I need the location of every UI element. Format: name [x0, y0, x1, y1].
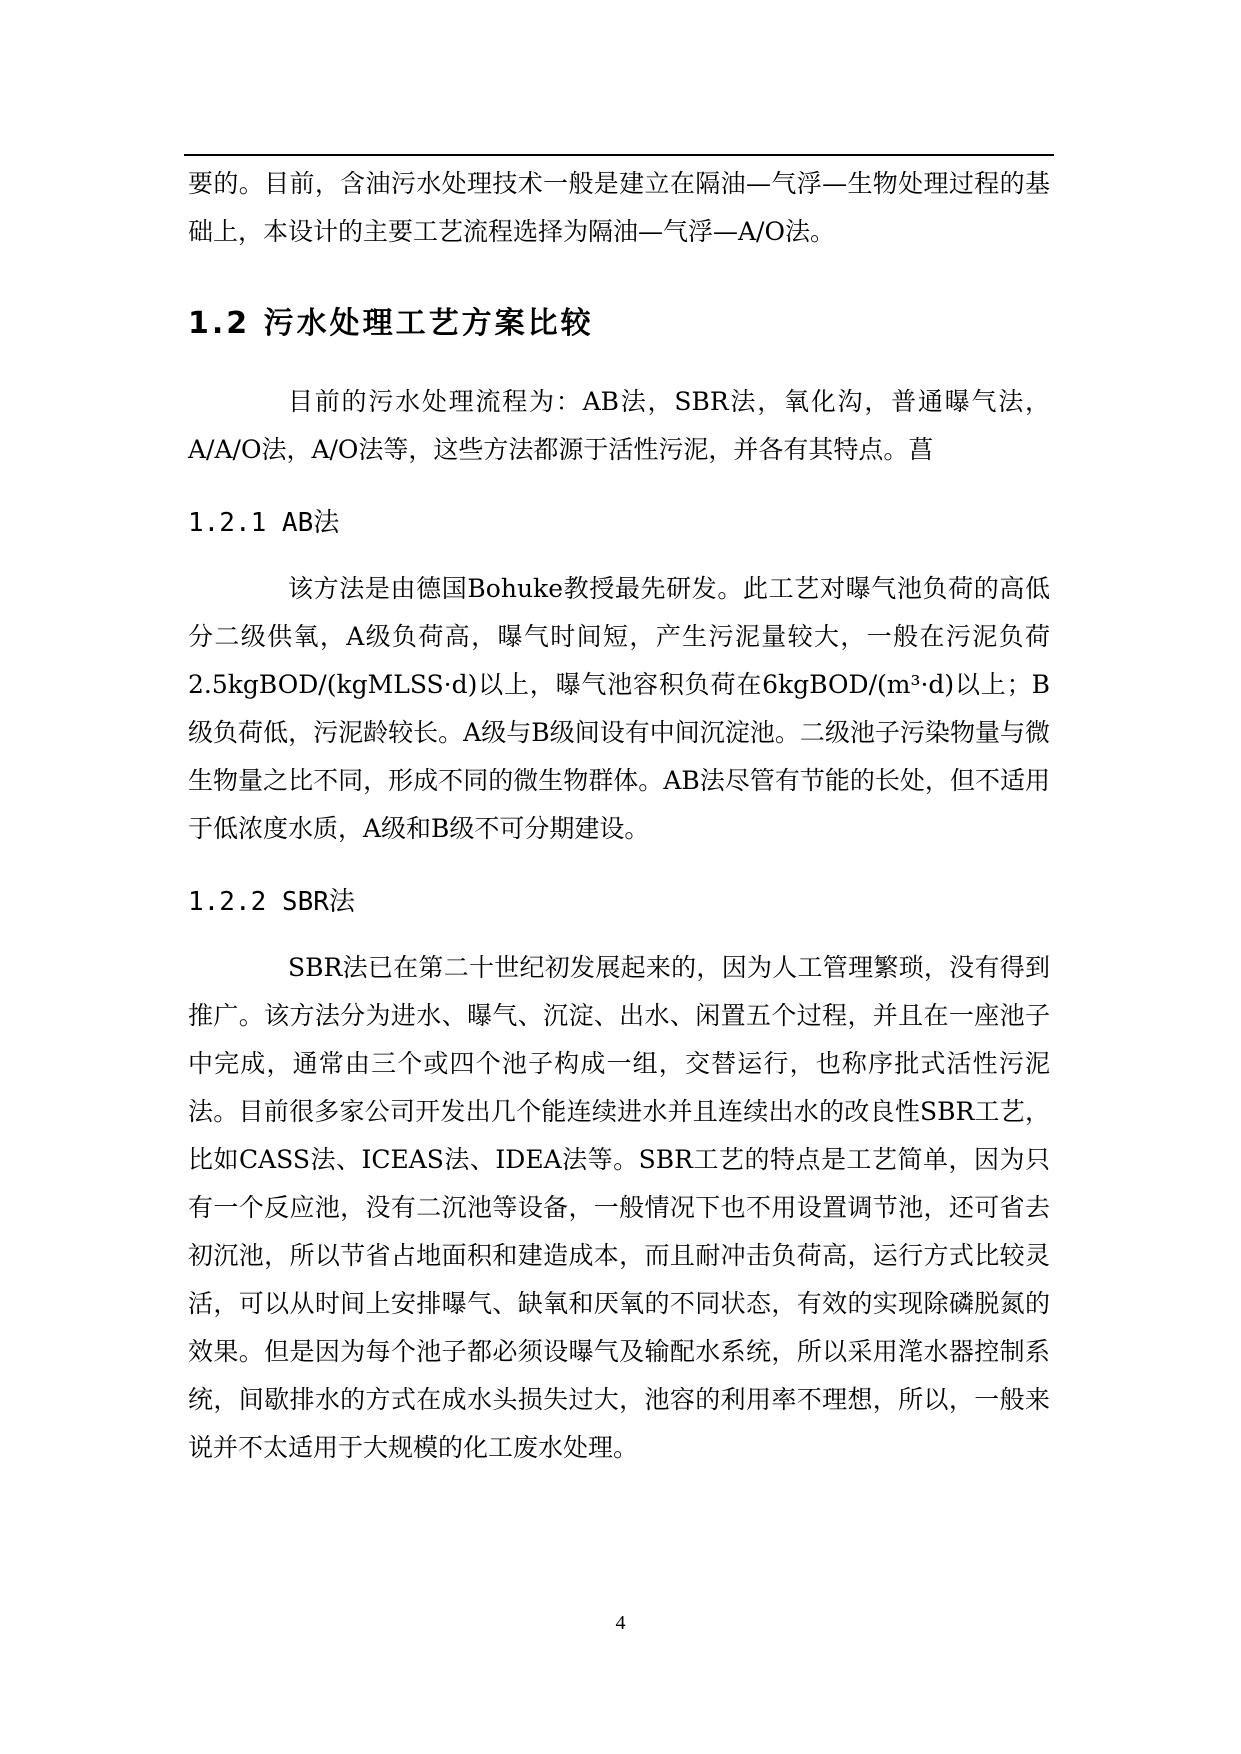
page-number: 4 [615, 1612, 626, 1634]
section-paragraph: 目前的污水处理流程为：AB法，SBR法，氧化沟，普通曝气法，A/A/O法，A/O法等，这些方法都源于活性污泥，并各有其特点。菖 [188, 387, 1050, 464]
subsection-heading-ab: 1.2.1 AB法 [188, 508, 340, 538]
section-heading: 1.2 污水处理工艺方案比较 [188, 306, 594, 341]
intro-paragraph: 要的。目前，含油污水处理技术一般是建立在隔油—气浮—生物处理过程的基础上，本设计的主要工艺流程选择为隔油—气浮—A/O法。 [188, 169, 1050, 246]
subsection-paragraph-ab: 该方法是由德国Bohuke教授最先研发。此工艺对曝气池负荷的高低分二级供氧，A级负荷高，曝气时间短，产生污泥量较大，一般在污泥负荷2.5kgBOD/(kgMLSS·d)以上，曝气池容积负荷在6kgBOD/(m³·d)以上；B级负荷低，污泥龄较长。A级与B级间设有中间沉淀池。二级池子污染物量与微生物量之比不同，形成不同的微生物群体。AB法尽管有节能的长处，但不适用于低浓度水质，A级和B级不可分期建设。 [188, 574, 1050, 843]
subsection-paragraph-sbr: SBR法已在第二十世纪初发展起来的，因为人工管理繁琐，没有得到推广。该方法分为进水、曝气、沉淀、出水、闲置五个过程，并且在一座池子中完成，通常由三个或四个池子构成一组，交替运行，也称序批式活性污泥法。目前很多家公司开发出几个能连续进水并且连续出水的改良性SBR工艺，比如CASS法、ICEAS法、IDEA法等。SBR工艺的特点是工艺简单，因为只有一个反应池，没有二沉池等设备，一般情况下也不用设置调节池，还可省去初沉池，所以节省占地面积和建造成本，而且耐冲击负荷高，运行方式比较灵活，可以从时间上安排曝气、缺氧和厌氧的不同状态，有效的实现除磷脱氮的效果。但是因为每个池子都必须设曝气及输配水系统，所以采用滗水器控制系统，间歇排水的方式在成水头损失过大，池容的利用率不理想，所以，一般来说并不太适用于大规模的化工废水处理。 [188, 953, 1050, 1462]
page-content [188, 160, 1050, 1472]
subsection-heading-sbr: 1.2.2 SBR法 [188, 887, 355, 917]
header-rule [184, 154, 1054, 156]
